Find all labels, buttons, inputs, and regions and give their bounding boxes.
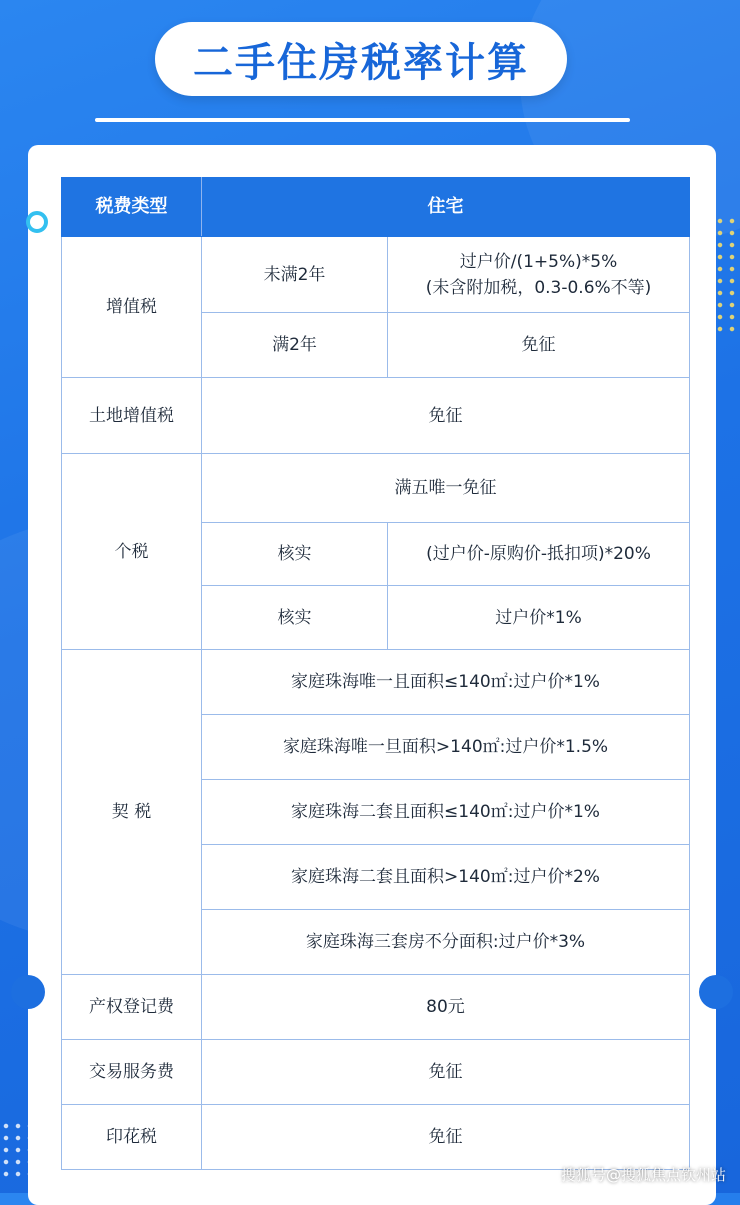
service-fee-label: 交易服务费	[62, 1040, 202, 1105]
vat-note: (未含附加税，0.3-0.6%不等)	[425, 277, 652, 298]
income-tax-condition: 核实	[202, 523, 388, 586]
vat-condition-under-2y: 未满2年	[202, 237, 388, 313]
table-row	[62, 650, 690, 715]
table-header-row	[62, 178, 690, 237]
table-row	[62, 454, 690, 523]
deed-tax-rule: 家庭珠海二套且面积≤140㎡:过户价*1%	[202, 780, 690, 845]
registration-fee-label: 产权登记费	[62, 975, 202, 1040]
deed-tax-rule: 家庭珠海二套且面积>140㎡:过户价*2%	[202, 845, 690, 910]
stamp-duty-value: 免征	[202, 1105, 690, 1170]
table-row	[62, 378, 690, 454]
table-row	[62, 1040, 690, 1105]
income-tax-label: 个税	[62, 454, 202, 650]
income-tax-formula-20: (过户价-原购价-抵扣项)*20%	[388, 523, 690, 586]
service-fee-value: 免征	[202, 1040, 690, 1105]
decorative-ring	[26, 211, 48, 233]
registration-fee-value: 80元	[202, 975, 690, 1040]
vat-formula: 过户价/(1+5%)*5%	[459, 251, 618, 272]
table-row	[62, 975, 690, 1040]
page-title: 二手住房税率计算	[193, 39, 529, 86]
income-tax-formula-1: 过户价*1%	[388, 586, 690, 650]
table-row	[62, 237, 690, 313]
vat-condition-over-2y: 满2年	[202, 313, 388, 378]
header-residential: 住宅	[202, 178, 690, 237]
card-notch-left	[11, 975, 45, 1009]
title-underline	[95, 118, 630, 122]
deed-tax-rule: 家庭珠海唯一且面积≤140㎡:过户价*1%	[202, 650, 690, 715]
land-vat-value: 免征	[202, 378, 690, 454]
table-row	[62, 1105, 690, 1170]
deed-tax-rule: 家庭珠海唯一旦面积>140㎡:过户价*1.5%	[202, 715, 690, 780]
title-banner	[155, 22, 567, 96]
income-tax-exemption: 满五唯一免征	[202, 454, 690, 523]
deed-tax-rule: 家庭珠海三套房不分面积:过户价*3%	[202, 910, 690, 975]
vat-value-under-2y	[388, 237, 690, 313]
vat-value-over-2y: 免征	[388, 313, 690, 378]
header-tax-type: 税费类型	[62, 178, 202, 237]
tax-table	[61, 177, 690, 1170]
income-tax-condition: 核实	[202, 586, 388, 650]
vat-label: 增值税	[62, 237, 202, 378]
watermark: 搜狐号@搜狐焦点钦州站	[560, 1166, 726, 1184]
deed-tax-label: 契 税	[62, 650, 202, 975]
card-notch-right	[699, 975, 733, 1009]
stamp-duty-label: 印花税	[62, 1105, 202, 1170]
land-vat-label: 土地增值税	[62, 378, 202, 454]
